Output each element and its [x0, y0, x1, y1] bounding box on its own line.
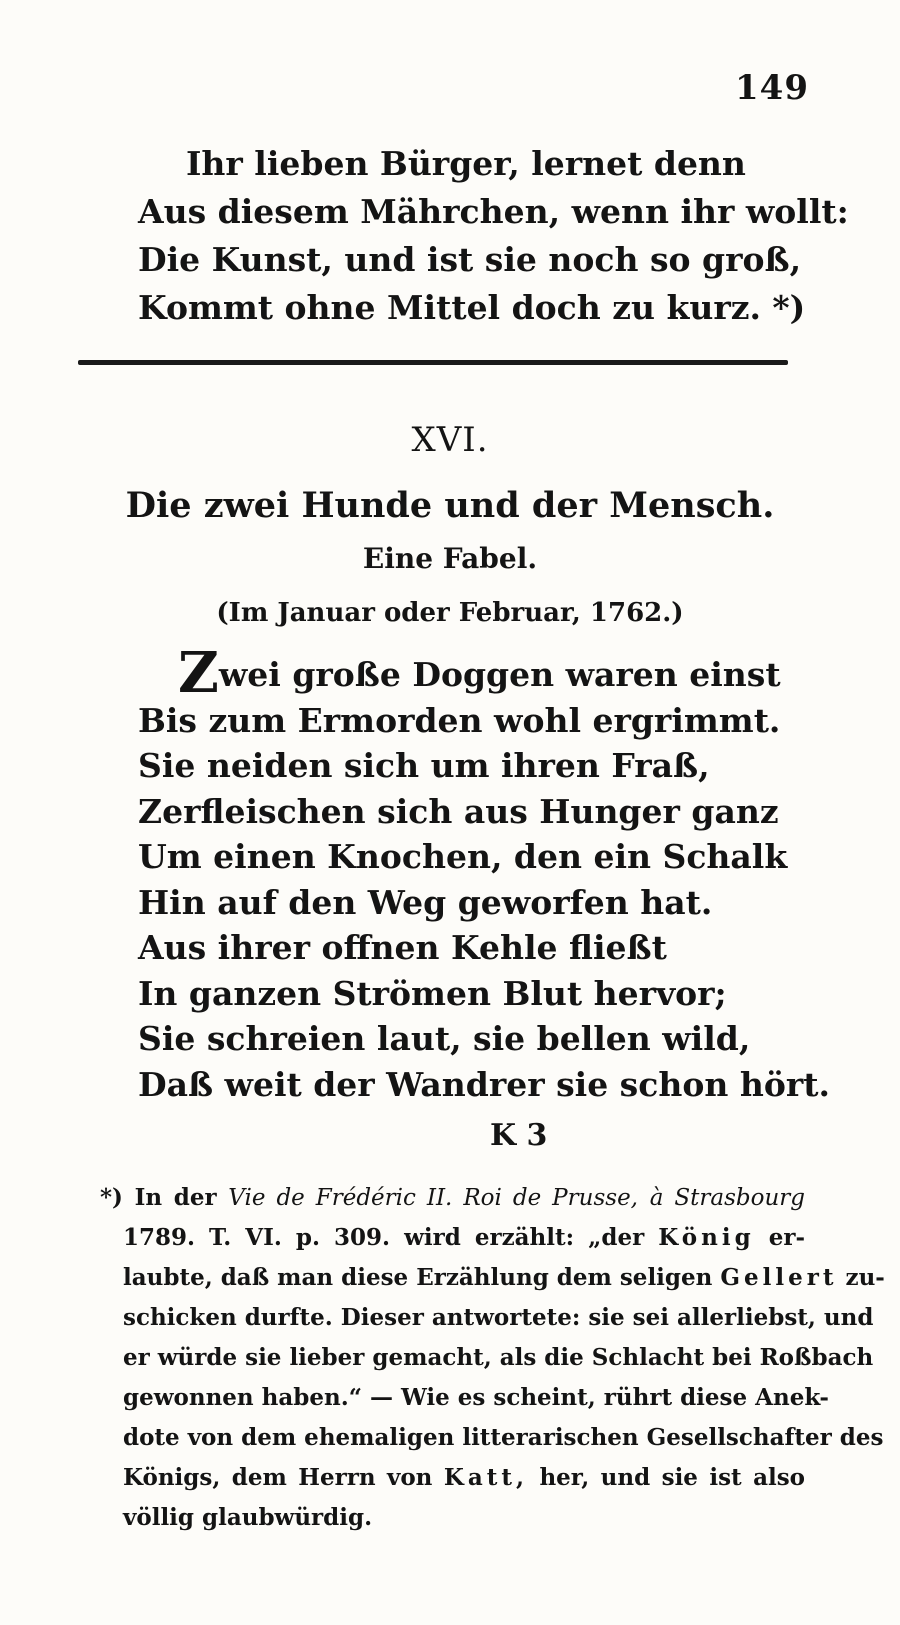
footnote-line: dote von dem ehemaligen litterarischen Gesellschafter des — [123, 1424, 884, 1451]
footnote-text: her, und sie ist also — [539, 1464, 806, 1491]
footnote-text: Königs, dem Herrn von — [123, 1464, 433, 1491]
poem-title: Die zwei Hunde und der Mensch. — [125, 485, 775, 526]
footnote-line: völlig glaubwürdig. — [123, 1504, 373, 1531]
footnote — [100, 1178, 885, 1538]
footnote-line — [100, 1258, 885, 1298]
footnote-text: à Strasbourg — [649, 1185, 805, 1211]
footnote-line: er würde sie lieber gemacht, als die Schlacht bei Roßbach — [123, 1344, 874, 1371]
drop-cap: Z — [178, 640, 219, 706]
footnote-text: er- — [768, 1224, 805, 1251]
verse-line: Kommt ohne Mittel doch zu kurz. *) — [138, 288, 806, 327]
closing-verse — [138, 140, 849, 332]
footnote-text: laubte, daß man diese Erzählung dem seligen — [123, 1264, 713, 1291]
verse-line: Ihr lieben Bürger, lernet denn — [186, 144, 746, 183]
verse-line: Bis zum Ermorden wohl ergrimmt. — [138, 700, 781, 740]
footnote-line: gewonnen haben.“ — Wie es scheint, rührt diese Anek- — [123, 1384, 829, 1411]
spaced-name: Katt, — [443, 1464, 528, 1491]
verse-line: Hin auf den Weg geworfen hat. — [138, 882, 713, 922]
footnote-text: 1789. T. VI. p. 309. wird erzählt: „der — [123, 1224, 645, 1251]
verse-line: Zerfleischen sich aus Hunger ganz — [138, 791, 779, 831]
verse-line: Daß weit der Wandrer sie schon hört. — [138, 1064, 830, 1104]
footnote-text: zu- — [845, 1264, 885, 1291]
page-number: 149 — [735, 68, 809, 108]
verse-line: Um einen Knochen, den ein Schalk — [138, 837, 788, 876]
footnote-line: schicken durfte. Dieser antwortete: sie sei allerliebst, und — [123, 1304, 874, 1331]
section-number: XVI. — [411, 420, 489, 460]
verse-line: Die Kunst, und ist sie noch so groß, — [138, 240, 802, 279]
poem-subtitle: Eine Fabel. — [362, 542, 538, 575]
footnote-line — [100, 1458, 805, 1498]
footnote-line — [100, 1178, 805, 1218]
poem-dateline: (Im Januar oder Februar, 1762.) — [216, 598, 684, 628]
verse-line — [138, 640, 830, 706]
section-divider — [78, 360, 788, 365]
spaced-name: Gellert — [720, 1264, 838, 1291]
verse-line: In ganzen Strömen Blut hervor; — [138, 973, 727, 1013]
verse-line: Aus diesem Mährchen, wenn ihr wollt: — [138, 192, 849, 231]
book-title: Vie de Frédéric II. Roi de Prusse, — [228, 1185, 638, 1211]
signature-mark: K 3 — [490, 1118, 548, 1153]
footnote-line — [100, 1218, 805, 1258]
poem-body — [138, 640, 830, 1107]
footnote-marker: *) — [100, 1184, 123, 1211]
verse-line: Sie schreien laut, sie bellen wild, — [138, 1019, 751, 1058]
footnote-text: In der — [134, 1184, 217, 1211]
first-line-text: wei große Doggen waren einst — [218, 655, 781, 694]
spaced-name: König — [658, 1224, 755, 1251]
verse-line: Aus ihrer offnen Kehle fließt — [138, 928, 667, 967]
verse-line: Sie neiden sich um ihren Fraß, — [138, 746, 710, 785]
